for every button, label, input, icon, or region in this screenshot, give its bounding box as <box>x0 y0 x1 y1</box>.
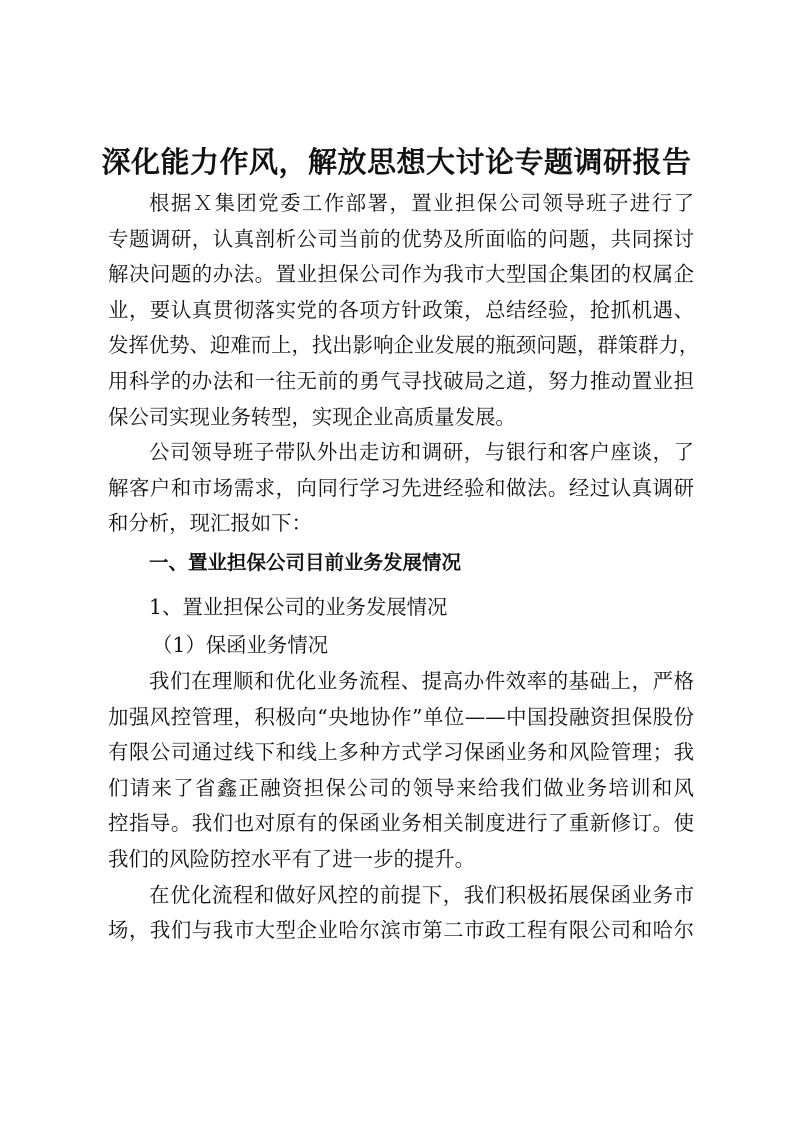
paragraph-4 <box>108 878 694 949</box>
paragraph-line: 保公司实现业务转型，实现企业高质量发展。 <box>108 404 516 429</box>
paragraph-line: 用科学的办法和一往无前的勇气寻找破局之道，努力推动置业担 <box>108 368 694 393</box>
subsubsection-heading: （1）保函业务情况 <box>152 632 329 657</box>
paragraph-line: 加强风控管理，积极向“央地协作”单位——中国投融资担保股份 <box>108 704 694 729</box>
paragraph-line: 业，要认真贯彻落实党的各项方针政策，总结经验，抢抓机遇、 <box>108 297 694 322</box>
paragraph-1 <box>108 186 700 435</box>
paragraph-line: 解决问题的办法。置业担保公司作为我市大型国企集团的权属企 <box>108 262 694 287</box>
paragraph-line: 我们在理顺和优化业务流程、提高办件效率的基础上，严格 <box>149 668 694 693</box>
section-heading: 一、置业担保公司目前业务发展情况 <box>149 550 462 574</box>
paragraph-line: 和分析，现汇报如下： <box>108 511 312 536</box>
paragraph-line: 专题调研，认真剖析公司当前的优势及所面临的问题，共同探讨 <box>108 226 694 251</box>
paragraph-line: 公司领导班子带队外出走访和调研，与银行和客户座谈，了 <box>149 440 694 465</box>
subsection-heading: 1、置业担保公司的业务发展情况 <box>149 594 448 619</box>
document-body <box>108 186 700 949</box>
paragraph-3 <box>108 664 694 878</box>
paragraph-line: 场，我们与我市大型企业哈尔滨市第二市政工程有限公司和哈尔 <box>108 918 694 943</box>
document-title: 深化能力作风，解放思想大讨论专题调研报告 <box>101 145 692 179</box>
paragraph-line: 有限公司通过线下和线上多种方式学习保函业务和风险管理；我 <box>108 740 694 765</box>
paragraph-line: 解客户和市场需求，向同行学习先进经验和做法。经过认真调研 <box>108 475 694 500</box>
paragraph-line: 发挥优势、迎难而上，找出影响企业发展的瓶颈问题，群策群力， <box>108 333 700 358</box>
paragraph-line: 我们的风险防控水平有了进一步的提升。 <box>108 846 476 871</box>
paragraph-2 <box>108 435 694 542</box>
paragraph-line: 在优化流程和做好风控的前提下，我们积极拓展保函业务市 <box>149 882 694 907</box>
paragraph-line: 控指导。我们也对原有的保函业务相关制度进行了重新修订。使 <box>108 811 694 836</box>
paragraph-line: 根据Ｘ集团党委工作部署，置业担保公司领导班子进行了 <box>149 191 694 215</box>
paragraph-line: 们请来了省鑫正融资担保公司的领导来给我们做业务培训和风 <box>108 775 694 800</box>
